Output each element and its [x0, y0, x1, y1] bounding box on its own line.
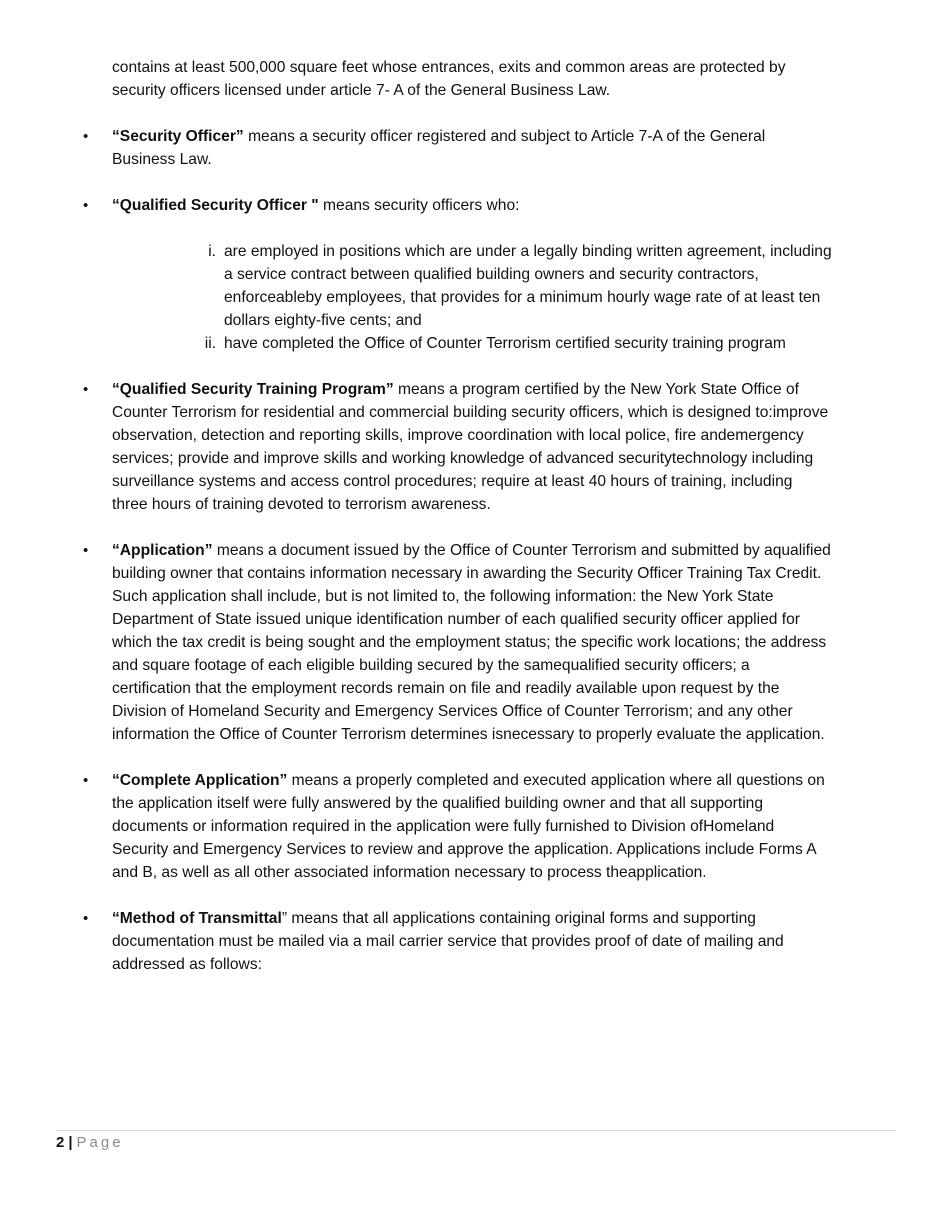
definition-text: means a program certified by the New York State Office of Counter Terrorism for residential and commercial building security officers, which is designed to:improve observation, detection and reporting skills, improve coordination with local police, fire andemergency services; provide and improve skills and working knowledge of advanced securitytechnology including surveillance systems and access control procedures; require at least 40 hours of training, including three hours of training devoted to terrorism awareness.: [112, 381, 829, 513]
bullet-icon: •: [83, 772, 89, 789]
footer-separator: |: [68, 1134, 73, 1151]
definition-text: means a properly completed and executed application where all questions on the application itself were fully answered by the qualified building owner and that all supporting documents or information required in the application were fully furnished to Division ofHomeland Security and Emergency Services to review and approve the application. Applications include Forms A and B, as well as all other associated information necessary to process theapplication.: [112, 772, 825, 881]
bullet-icon: •: [83, 542, 89, 559]
list-item: [204, 332, 834, 355]
page-number: 2: [56, 1134, 65, 1151]
definition-text: ” means that all applications containing original forms and supporting documentation must be mailed via a mail carrier service that provides proof of date of mailing and addressed as follows:: [112, 910, 784, 973]
term-security-officer: “Security Officer”: [112, 128, 244, 145]
term-qualified-training-program: “Qualified Security Training Program”: [112, 381, 394, 398]
definition-application: [83, 539, 832, 746]
footer-divider: [56, 1130, 896, 1131]
term-method-of-transmittal: “Method of Transmittal: [112, 910, 282, 927]
definition-security-officer: [83, 125, 832, 171]
list-item-text: have completed the Office of Counter Terrorism certified security training program: [224, 335, 786, 352]
definition-text: means security officers who:: [318, 197, 520, 214]
term-qualified-security-officer: “Qualified Security Officer ": [112, 197, 319, 214]
list-item-number: ii.: [204, 335, 216, 352]
intro-paragraph: contains at least 500,000 square feet whose entrances, exits and common areas are protected by security officers licensed under article 7- A of the General Business Law.: [112, 59, 786, 99]
term-complete-application: “Complete Application”: [112, 772, 288, 789]
page-footer: [56, 1133, 124, 1153]
list-item-text: are employed in positions which are under a legally binding written agreement, including a service contract between qualified building owners and security contractors, enforceableby employees, that provides for a minimum hourly wage rate of at least ten dollars eighty-five cents; and: [224, 243, 832, 329]
bullet-icon: •: [83, 128, 89, 145]
bullet-icon: •: [83, 197, 89, 214]
bullet-icon: •: [83, 381, 89, 398]
list-item-number: i.: [208, 243, 216, 260]
list-item: [208, 240, 834, 332]
definition-method-of-transmittal: [83, 907, 832, 976]
page-label: Page: [76, 1134, 124, 1151]
definition-text: means a document issued by the Office of Counter Terrorism and submitted by aqualified building owner that contains information necessary in awarding the Security Officer Training Tax Credit. Such application shall include, but is not limited to, the following information: the New York State Department of State issued unique identification number of each qualified security officer applied for which the tax credit is being sought and the employment status; the specific work locations; the address and square footage of each eligible building secured by the samequalified security officers; a certification that the employment records remain on file and readily available upon request by the Division of Homeland Security and Emergency Services Office of Counter Terrorism; and any other information the Office of Counter Terrorism determines isnecessary to properly evaluate the application.: [112, 542, 831, 743]
definition-qualified-security-officer: [83, 194, 832, 217]
term-application: “Application”: [112, 542, 213, 559]
page-content: [0, 56, 950, 976]
definition-qualified-training-program: [83, 378, 832, 516]
bullet-icon: •: [83, 910, 89, 927]
qualified-officer-criteria-list: [204, 240, 834, 355]
definition-complete-application: [83, 769, 832, 884]
definition-text: means a security officer registered and subject to Article 7-A of the General Business Law.: [112, 128, 766, 168]
